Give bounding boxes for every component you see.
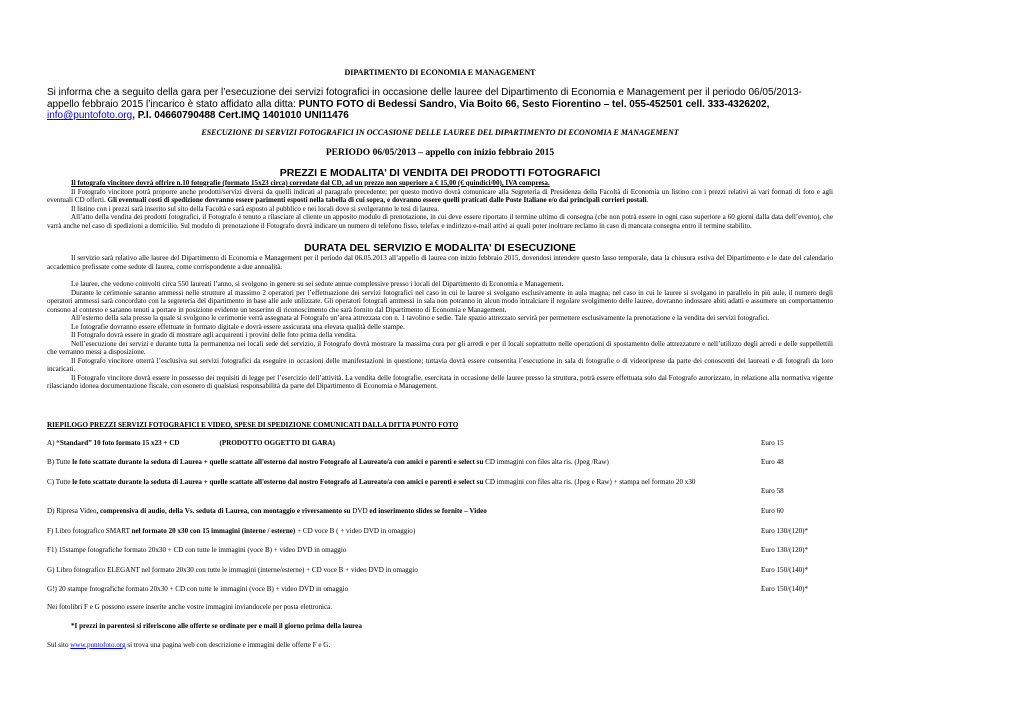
supplier-registration: , P.I. 04660790488 Cert.IMQ 1401010 UNI11476 [132, 110, 349, 121]
note-prices: *I prezzi in parentesi si riferiscono alle offerte se ordinate per e mail il giorno prima della laurea [71, 622, 362, 630]
site-link[interactable]: www.puntofoto.org [70, 641, 126, 649]
text-bold: le foto scattate durante la seduta di Laurea + quelle scattate all'esterno dal nostro Fotografo al Laureato/a con amici e parenti e select su [72, 478, 484, 486]
spacer [47, 271, 833, 280]
paragraph: Nell’esecuzione dei servizi e durante tutta la permanenza nei locali sede del servizio, il Fotografo dovrà mostrare la massima cura per gli arredi e per il locali soprattutto nelle operazioni di spostamento delle attrezzature e nell’utilizzo degli arredi e delle suppellettili che verranno messi a disposizione. [47, 339, 833, 356]
email-link[interactable]: info@puntofoto.org [47, 110, 133, 121]
section-prices-body [47, 179, 833, 230]
text-bold: “Standard” 10 foto formato 15 x23 + CD [56, 439, 180, 447]
text: F) [47, 527, 56, 535]
text: G!) 20 stampe fotografiche formato 20x30 + CD con tutte le immagini (voce B) + video DVD in omaggio [47, 585, 349, 593]
text: CD immagini con files alta ris. (Jpeg e Raw) + stampa nel formato 20 x30 [483, 478, 696, 486]
supplier-info: PUNTO FOTO di Bedessi Sandro, Via Boito 66, Sesto Fiorentino – tel. 055-452501 cell. 333-4326202, [298, 98, 770, 110]
text-bold: nel formato 20 x30 con 15 immagini (interne / esterne) [131, 527, 296, 535]
text: + CD voce B ( + video DVD in omaggio) [295, 527, 416, 535]
text-bold: Gli eventuali costi di spedizione dovranno essere parimenti esposti nella tabella di cui sopra, e dovranno essere quelli praticati dalle Poste Italiane e/o dai principali corrieri postali [107, 196, 647, 204]
text-bold: , comprensiva di audio, della Vs. seduta di Laurea, con montaggio e riversamento su [96, 507, 351, 515]
text-bold: ed inserimento slides se fornite – Video [369, 507, 487, 515]
text: F1) 15stampe fotografiche formato 20x30 + CD con tutte le immagini (voce B) + video DVD in omaggio [47, 546, 347, 554]
price: Euro 60 [761, 507, 784, 515]
text-bold: (PRODOTTO OGGETTO DI GARA) [219, 439, 335, 447]
text: B) Tutte [47, 458, 73, 466]
department-title: DIPARTIMENTO DI ECONOMIA E MANAGEMENT [344, 68, 536, 77]
paragraph: Il listino con i prezzi sarà inserito sul sito della Facoltà e sarà esposto al pubblico e nei locali dove si svolgeranno le tesi di laurea. [71, 204, 439, 213]
price: Euro 58 [761, 487, 784, 495]
text: CD immagini con files alta ris. (Jpeg /Raw) [483, 458, 609, 466]
price: Euro 150/(140)* [761, 566, 809, 574]
text: Libro fotografico SMART [55, 527, 132, 535]
paragraph: Il Fotografo vincitore dovrà essere in possesso dei requisiti di legge per l’esercizio dell’attività. La vendita delle fotografie, esercitata in occasione delle lauree presso la struttura, potrà essere effettuata solo dal Fotografo autorizzato, in relazione alla normativa vigente rilasciando idonea documentazione fiscale, con esonero di qualsiasi responsabilità da parte del Dipartimento di Economia e Management. [47, 373, 833, 390]
text: . [646, 196, 649, 204]
paragraph: Il Fotografo dovrà essere in grado di mostrare agli acquirenti i provini delle foto prima della vendita. [71, 331, 357, 339]
paragraph: All’atto della vendita dei prodotti fotografici, il Fotografo è tenuto a rilasciare al cliente un apposito modulo di prenotazione, in cui deve essere riportato il termine ultimo di consegna (che non potrà essere in ogni caso superiore a 60 giorni dalla data dell’evento), che varrà anche nel caso di spedizioni a domicilio. Sul modulo di prenotazione il Fotografo dovrà indicare un numero di telefono fisso, telefax e indirizzo e-mail attivi ai quali poter inoltrare reclamo in caso di mancata consegna entro il termine stabilito. [47, 213, 833, 230]
section-duration-body [47, 254, 833, 391]
text: A) [47, 439, 57, 447]
summary-title: RIEPILOGO PREZZI SERVIZI FOTOGRAFICI E VIDEO, SPESE DI SPEDIZIONE COMUNICATI DALLA DITTA PUNTO FOTO [47, 421, 459, 429]
intro-text: Si informa che a seguito della gara per l’esecuzione dei servizi fotografici in occasione delle lauree del Dipartimento di Economia e Management per il periodo 06/05/2013-appello febbraio 2015 l’incarico è stato affidato alla ditta: [47, 87, 802, 110]
paragraph: Il servizio sarà relativo alle lauree del Dipartimento di Economia e Management per il periodo dal 06.05.2013 all’appello di laurea con inizio febbraio 2015, dovendosi intendere questo lasso temporale, data la chiusura estiva del Dipartimento e le date del calendario accademico prefissate come sedute di laurea, come corrispondente a due annualità. [47, 254, 833, 271]
paragraph: Il fotografo vincitore dovrà offrire n.10 fotografie (formato 15x23 circa) corredate dal CD, ad un prezzo non superiore a € 15,00 (€ quindici/00), IVA compresa. [71, 179, 550, 187]
subtitle: ESECUZIONE DI SERVIZI FOTOGRAFICI IN OCCASIONE DELLE LAUREE DEL DIPARTIMENTO DI ECONOMIA E MANAGEMENT [201, 128, 679, 137]
price: Euro 130/(120)* [761, 527, 809, 535]
price: Euro 150/(140)* [761, 585, 809, 593]
text: C) Tutte [47, 478, 73, 486]
section-prices-title: PREZZI E MODALITA’ DI VENDITA DEI PRODOTTI FOTOGRAFICI [279, 167, 601, 179]
note-photobooks: Nei fotolibri F e G possono essere inserite anche vostre immagini inviandocele per posta elettronica. [47, 603, 333, 611]
paragraph: Le fotografie dovranno essere effettuate in formato digitale e dovrà essere assicurata una elevata qualità delle stampe. [71, 322, 405, 331]
intro-paragraph [47, 87, 833, 122]
paragraph: Il Fotografo vincitore otterrà l’esclusiva sui servizi fotografici da eseguire in occasioni delle manifestazioni in questione; tuttavia dovrà essere consentita l’esecuzione in sala di fotografie o di videoriprese da parte dei conoscenti dei laureati e di fotografi da loro incaricati. [47, 356, 833, 373]
text: D) Ripresa Video [47, 507, 97, 515]
site-note [47, 641, 833, 650]
paragraph [47, 188, 833, 205]
period-title: PERIODO 06/05/2013 – appello con inizio febbraio 2015 [325, 148, 555, 158]
paragraph: Durante le cerimonie saranno ammessi nelle strutture al massimo 2 operatori per l’effettuazione dei servizi fotografici nel caso in cui le lauree si svolgano esclusivamente in aula magna; nel caso in cui le lauree si svolgano in parallelo in più aule, il numero degli operatori ammessi sarà concordato con la segreteria del dipartimento in base alle aule utilizzate. Gli operatori fotografi ammessi in sala non potranno in alcun modo intralciare il regolare svolgimento delle lauree, dovranno indossare abiti adatti e assumere un comportamento consono al contesto e saranno tenuti a portare in posizione evidente un tesserino di riconoscimento che sarà fornito dal Dipartimento di Economia e Management. [47, 288, 833, 314]
price: Euro 48 [761, 458, 784, 466]
text: G) Libro fotografico ELEGANT nel formato 20x30 con tutte le immagini (interne/esterne) + CD voce B + video DVD in omaggio [47, 566, 418, 574]
text: Il Fotografo vincitore potrà proporre anche prodotti/servizi diversi da quelli indicati al paragrafo precedente; per questo motivo dovrà comunicare alla Segreteria di Presidenza della Facoltà di Economia un listino con i prezzi relativi ai vari formati di foto e agli eventuali CD offerti. [47, 187, 833, 204]
paragraph: All’esterno della sala presso la quale si svolgono le cerimonie verrà assegnata al Fotografo un’area attrezzata con n. 1 tavolino e sedie. Tale spazio attrezzato servirà per permettere esclusivamente la prenotazione e la vendita dei servizi fotografici. [71, 314, 770, 322]
text: Sul sito [47, 641, 71, 649]
price: Euro 15 [761, 439, 784, 447]
text-bold: le foto scattate durante la seduta di Laurea + quelle scattate all'esterno dal nostro Fotografo al Laureato/a con amici e parenti e select su [72, 458, 484, 466]
section-duration-title: DURATA DEL SERVIZIO E MODALITA’ DI ESECUZIONE [304, 242, 576, 254]
price: Euro 130/(120)* [761, 546, 809, 554]
paragraph: Le lauree, che vedono coinvolti circa 550 laureati l’anno, si svolgono in genere su sei sedute annue complessive presso i locali del Dipartimento di Economia e Management. [71, 280, 564, 288]
text: DVD [350, 507, 370, 515]
text: si trova una pagina web con descrizione e immagini delle offerte F e G. [125, 641, 331, 649]
